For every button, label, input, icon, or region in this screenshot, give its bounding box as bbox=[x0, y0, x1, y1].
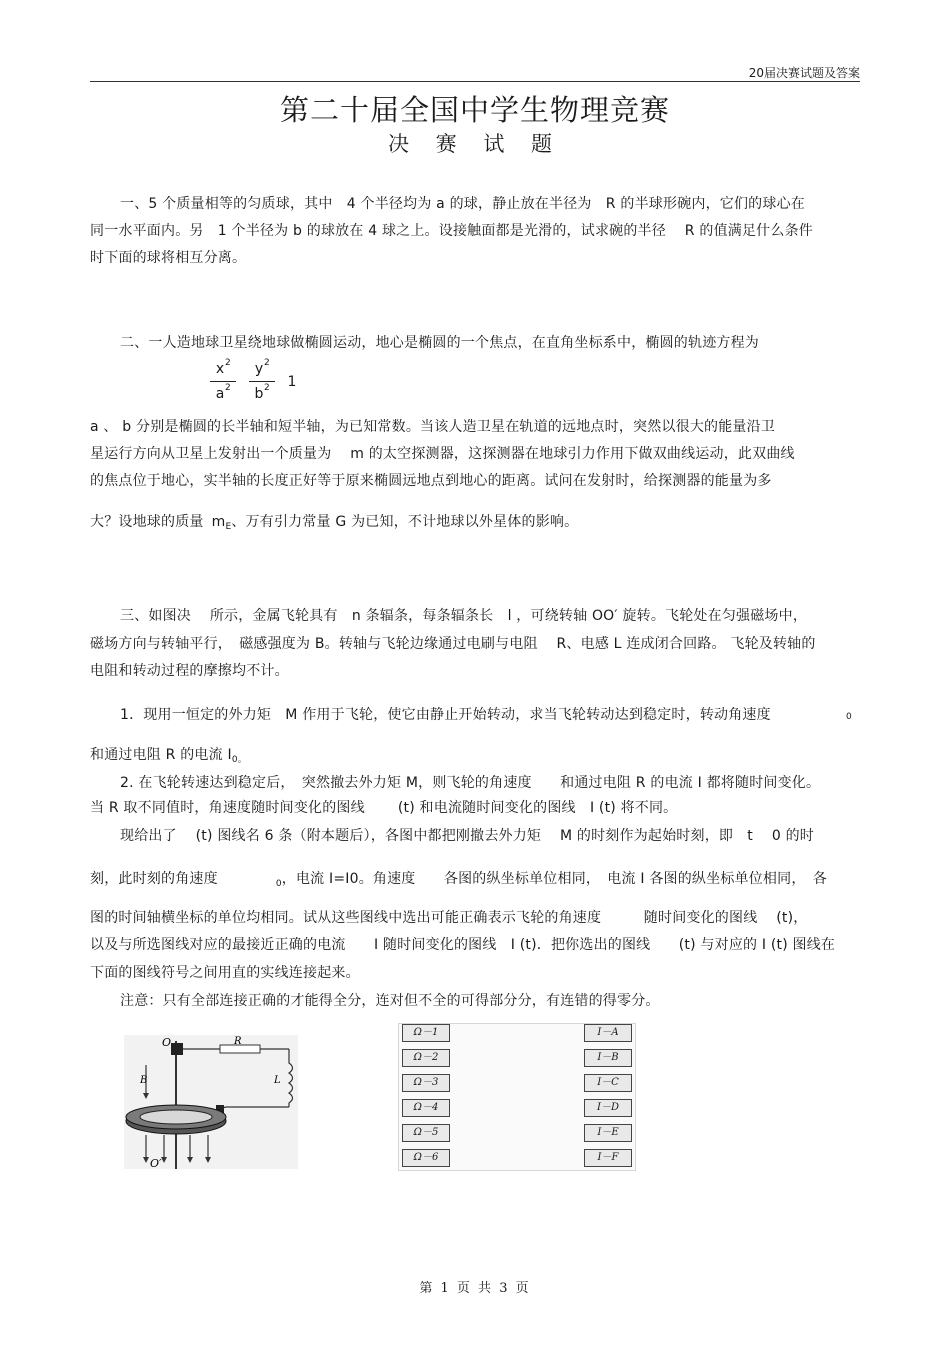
header-text: 20届决赛试题及答案 bbox=[748, 66, 860, 80]
problem1-line2: 同一水平面内。另 1 个半径为 b 的球放在 4 球之上。设接触面都是光滑的，试求碗的半径 R 的值满足什么条件 bbox=[90, 223, 813, 239]
problem3-q2-line4 bbox=[90, 868, 827, 889]
eq-y-exp: 2 bbox=[264, 358, 270, 368]
problem3-q2-line4-end: ，电流 I=I0。角速度 各图的纵坐标单位相同， 电流 I 各图的纵坐标单位相同， 各 bbox=[281, 871, 827, 887]
eq-frac-bar-1 bbox=[210, 381, 236, 382]
eq-a: a bbox=[215, 386, 225, 402]
omega-tag-3[interactable]: Ω－3 bbox=[402, 1074, 450, 1092]
problem3-q2-line5: 图的时间轴横坐标的单位均相同。试从这些图线中选出可能正确表示飞轮的角速度 随时间变化的图线 (t)， bbox=[90, 910, 808, 926]
omega-tag-2[interactable]: Ω－2 bbox=[402, 1049, 450, 1067]
eq-y: y bbox=[254, 361, 264, 377]
problem3-q1-line2-sub: 0。 bbox=[231, 755, 247, 765]
page-footer: 第 1 页 共 3 页 bbox=[419, 1281, 531, 1296]
problem2-line2: a 、 b 分别是椭圆的长半轴和短半轴，为已知常数。当该人造卫星在轨道的远地点时，突然以很大的能量沿卫 bbox=[90, 419, 776, 435]
problem3-line1: 三、如图决 所示，金属飞轮具有 n 条辐条，每条辐条长 l ，可绕转轴 OO′ 旋转。飞轮处在匀强磁场中， bbox=[120, 608, 808, 624]
problem1-line3: 时下面的球将相互分离。 bbox=[90, 250, 247, 266]
current-tag-C[interactable]: I－C bbox=[584, 1074, 632, 1092]
label-O-prime: O′ bbox=[150, 1157, 162, 1169]
problem2-line3: 星运行方向从卫星上发射出一个质量为 m 的太空探测器，这探测器在地球引力作用下做双曲线运动，此双曲线 bbox=[90, 446, 795, 462]
problem2-line5-start: 大？设地球的质量 bbox=[90, 514, 204, 530]
current-tag-A[interactable]: I－A bbox=[584, 1024, 632, 1042]
omega-tag-6[interactable]: Ω－6 bbox=[402, 1149, 450, 1167]
problem3-q2-line4-start: 刻，此时刻的角速度 bbox=[90, 871, 218, 887]
problem3-q1-line2-text: 和通过电阻 R 的电流 I bbox=[90, 747, 232, 763]
flywheel-figure bbox=[124, 1035, 298, 1169]
problem3-q2-line3: 现给出了 (t) 图线名 6 条（附本题后），各图中都把刚撤去外力矩 M 的时刻作为起始时刻，即 t 0 的时 bbox=[120, 828, 814, 844]
problem2-line4: 的焦点位于地心，实半轴的长度正好等于原来椭圆远地点到地心的距离。试问在发射时，给探测器的能量为多 bbox=[90, 473, 772, 489]
problem3-q1-line2 bbox=[90, 744, 247, 765]
label-O: O bbox=[162, 1036, 172, 1049]
problem3-line2: 磁场方向与转轴平行， 磁感强度为 B。转轴与飞轮边缘通过电刷与电阻 R、电感 L 连成闭合回路。 飞轮及转轴的 bbox=[90, 636, 816, 652]
label-B: B bbox=[140, 1075, 148, 1086]
flywheel-inner bbox=[140, 1110, 212, 1124]
problem2-line5 bbox=[90, 511, 578, 532]
problem3-q1-line1: 1．现用一恒定的外力矩 M 作用于飞轮，使它由静止开始转动，求当飞轮转动达到稳定时，转动角速度 bbox=[120, 707, 771, 723]
label-R: R bbox=[234, 1036, 242, 1047]
problem2-line5-end: 、万有引力常量 G 为已知，不计地球以外星体的影响。 bbox=[231, 514, 579, 530]
omega0-subscript-2: 0 bbox=[275, 879, 282, 889]
eq-rhs: 1 bbox=[287, 374, 297, 390]
problem2-line1: 二、一人造地球卫星绕地球做椭圆运动，地心是椭圆的一个焦点，在直角坐标系中，椭圆的轨迹方程为 bbox=[120, 335, 759, 351]
current-tag-E[interactable]: I－E bbox=[584, 1124, 632, 1142]
problem3-q2-line1: 2. 在飞轮转速达到稳定后， 突然撤去外力矩 M，则飞轮的角速度 和通过电阻 R 的电流 I 都将随时间变化。 bbox=[120, 775, 821, 791]
page-subtitle: 决 赛 试 题 bbox=[387, 132, 563, 156]
header-rule bbox=[90, 81, 860, 82]
eq-a-exp: 2 bbox=[225, 383, 231, 393]
label-L: L bbox=[274, 1075, 281, 1086]
eq-x: x bbox=[215, 361, 225, 377]
page-title: 第二十届全国中学生物理竞赛 bbox=[279, 93, 670, 127]
omega-tag-1[interactable]: Ω－1 bbox=[402, 1024, 450, 1042]
eq-frac-bar-2 bbox=[249, 381, 275, 382]
problem3-note: 注意：只有全部连接正确的才能得全分，连对但不全的可得部分分，有连错的得零分。 bbox=[120, 993, 660, 1009]
current-tag-D[interactable]: I－D bbox=[584, 1099, 632, 1117]
figure-background bbox=[124, 1035, 298, 1169]
problem3-line3: 电阻和转动过程的摩擦均不计。 bbox=[90, 663, 289, 679]
eq-b-exp: 2 bbox=[264, 383, 270, 393]
current-tag-B[interactable]: I－B bbox=[584, 1049, 632, 1067]
problem3-q2-line7: 下面的图线符号之间用直的实线连接起来。 bbox=[90, 965, 360, 981]
brush-top bbox=[171, 1043, 183, 1055]
problem1-line1: 一、5 个质量相等的匀质球，其中 4 个半径均为 a 的球，静止放在半径为 R 的半球形碗内，它们的球心在 bbox=[120, 196, 805, 212]
eq-b: b bbox=[254, 386, 264, 402]
problem3-q2-line6: 以及与所选图线对应的最接近正确的电流 I 随时间变化的图线 I (t)．把你选出的图线 (t) 与对应的 I (t) 图线在 bbox=[90, 937, 836, 953]
earth-mass-symbol: m bbox=[211, 514, 226, 530]
problem3-q2-line2: 当 R 取不同值时，角速度随时间变化的图线 (t) 和电流随时间变化的图线 I (t) 将不同。 bbox=[90, 800, 678, 816]
omega-tag-5[interactable]: Ω－5 bbox=[402, 1124, 450, 1142]
current-tag-F[interactable]: I－F bbox=[584, 1149, 632, 1167]
omega0-subscript: 0 bbox=[846, 712, 852, 722]
omega-tag-4[interactable]: Ω－4 bbox=[402, 1099, 450, 1117]
earth-mass-subscript: E bbox=[225, 522, 232, 532]
eq-x-exp: 2 bbox=[225, 358, 231, 368]
